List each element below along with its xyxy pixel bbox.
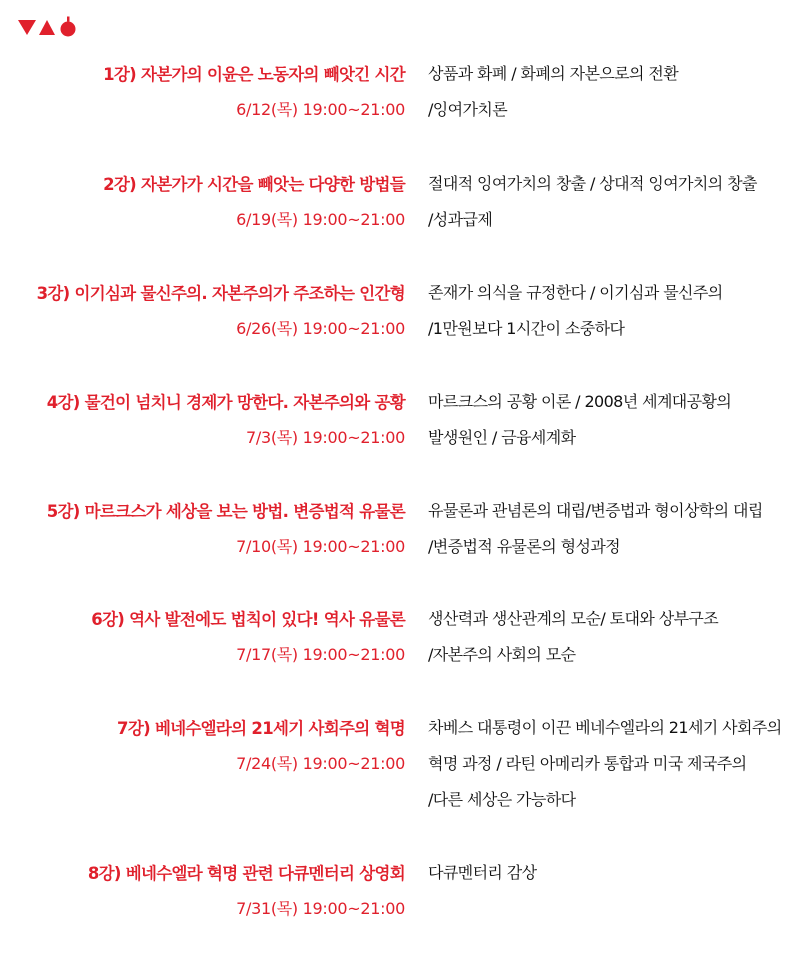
lecture-date: 7/31(목) 19:00~21:00 (236, 899, 405, 918)
lecture-date: 6/19(목) 19:00~21:00 (236, 210, 405, 229)
tomato-stem-icon (67, 17, 70, 22)
lecture-desc-line: 유물론과 관념론의 대립/변증법과 형이상학의 대립 (428, 501, 763, 520)
lecture-title: 5강) 마르크스가 세상을 보는 방법. 변증법적 유물론 (46, 502, 405, 521)
letter-a-icon (39, 20, 55, 35)
lecture-date: 7/17(목) 19:00~21:00 (236, 645, 405, 664)
lecture-title: 4강) 물건이 넘치니 경제가 망한다. 자본주의와 공황 (46, 393, 405, 412)
lecture-title: 2강) 자본가가 시간을 빼앗는 다양한 방법들 (103, 175, 405, 194)
lecture-desc-line: 다큐멘터리 감상 (428, 863, 537, 882)
lecture-desc-line: /잉여가치론 (428, 100, 508, 119)
lecture-date: 6/12(목) 19:00~21:00 (236, 100, 405, 119)
lecture-desc-line: 존재가 의식을 규정한다 / 이기심과 물신주의 (428, 283, 723, 302)
lecture-title: 7강) 베네수엘라의 21세기 사회주의 혁명 (117, 719, 405, 738)
lecture-date: 7/10(목) 19:00~21:00 (236, 537, 405, 556)
lecture-title: 6강) 역사 발전에도 법칙이 있다! 역사 유물론 (91, 610, 405, 629)
lecture-desc-line: 차베스 대통령이 이끈 베네수엘라의 21세기 사회주의 (428, 718, 782, 737)
lecture-desc-line: 생산력과 생산관계의 모순/ 토대와 상부구조 (428, 609, 719, 628)
tomato-icon (61, 22, 76, 37)
lecture-date: 6/26(목) 19:00~21:00 (236, 319, 405, 338)
lecture-title: 1강) 자본가의 이윤은 노동자의 빼앗긴 시간 (103, 65, 405, 84)
lecture-desc-line: 혁명 과정 / 라틴 아메리카 통합과 미국 제국주의 (428, 754, 747, 773)
lecture-date: 7/24(목) 19:00~21:00 (236, 754, 405, 773)
lecture-title: 3강) 이기심과 물신주의. 자본주의가 주조하는 인간형 (36, 284, 405, 303)
lecture-desc-line: 절대적 잉여가치의 창출 / 상대적 잉여가치의 창출 (428, 174, 757, 193)
lecture-desc-line: /변증법적 유물론의 형성과정 (428, 537, 621, 556)
lecture-title: 8강) 베네수엘라 혁명 관련 다큐멘터리 상영회 (87, 864, 405, 883)
lecture-desc-line: /성과급제 (428, 210, 493, 229)
triangle-down-icon (18, 20, 36, 35)
lecture-desc-line: /다른 세상은 가능하다 (428, 790, 576, 809)
lecture-desc-line: /자본주의 사회의 모순 (428, 645, 576, 664)
lecture-desc-line: 발생원인 / 금융세계화 (428, 428, 576, 447)
lecture-desc-line: 마르크스의 공황 이론 / 2008년 세계대공황의 (428, 392, 732, 411)
lecture-date: 7/3(목) 19:00~21:00 (245, 428, 405, 447)
triangle-a-tomato-logo (16, 14, 80, 40)
lecture-desc-line: /1만원보다 1시간이 소중하다 (428, 319, 625, 338)
lecture-desc-line: 상품과 화폐 / 화폐의 자본으로의 전환 (428, 64, 679, 83)
